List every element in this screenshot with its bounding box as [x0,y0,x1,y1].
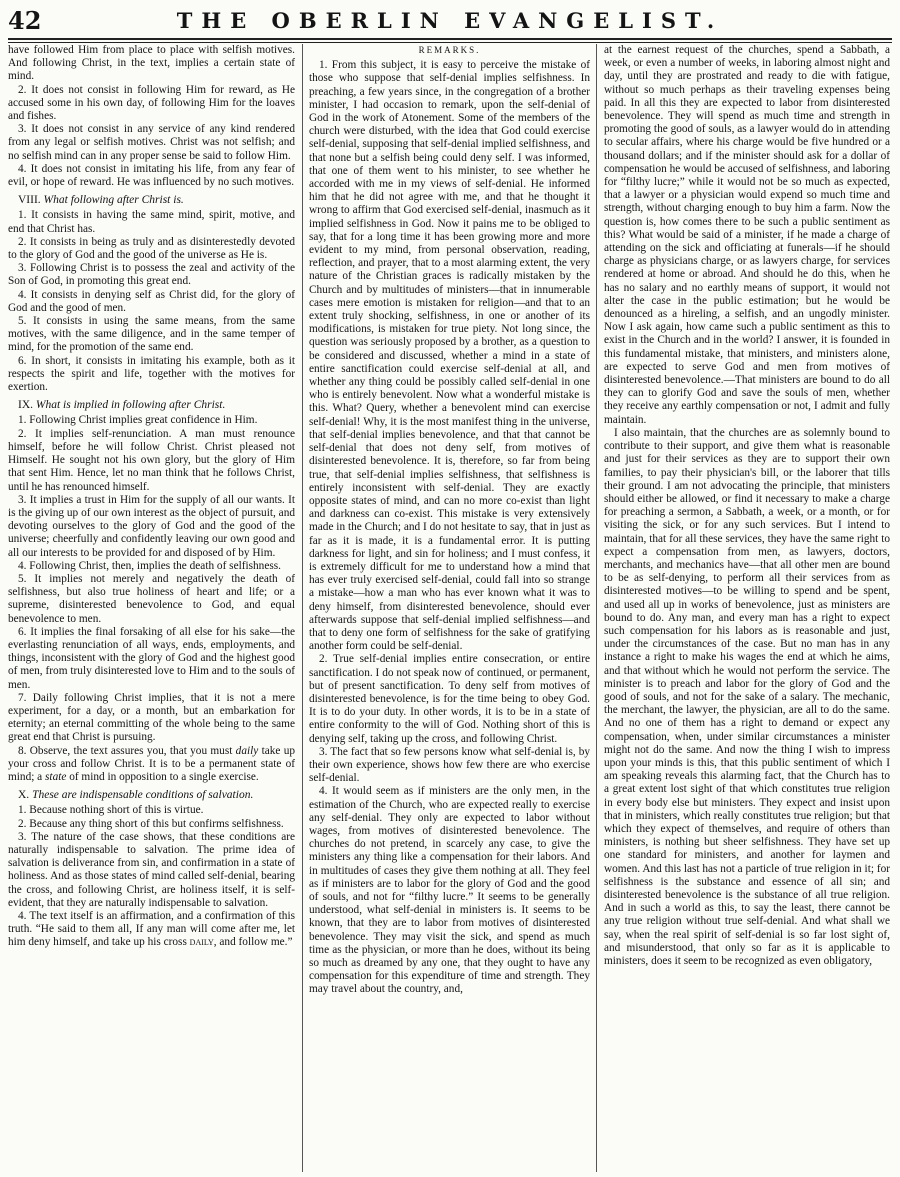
page-number: 42 [8,6,42,35]
paragraph: 1. From this subject, it is easy to perceive the mistake of those who suppose that self-denial implies selfishness. In preaching, a few years since, in the congregation of a brother minister, I had occasion to remark, upon the self-denial of God in the work of Atonement. Some of the members of the church were disturbed, with the idea that God could exercise self-denial, supposing that self-denial implied selfishness, and that none but a selfish being could deny self. I was informed, that one of them went to his minister, to see whether he accorded with me in my views of self-denial. He informed him that he did not agree with me, and that he thought it wrong to affirm that God exercised self-denial, inasmuch as it implied selfishness in God. Now it pains me to be obliged to say, that for a long time it has been growing more and more evident to my mind, from personal observation, reading, reflection, and prayer, that to a most alarming extent, the very nature of the Christian graces is radically mistaken by the Church and by multitudes of ministers—that in innumerable cases mere emotion is mistaken for religion—and that to an extent truly shocking, selfishness, in one or another of its modifications, is mistaken for true piety. Not long since, the question was seriously proposed by a brother, as a question to be considered and discussed, whether a mind in a state of entire sanctification could exercise self-denial at all, and whether any thing could be possibly called self-denial in one who is entirely benevolent. Now what a wonderful mistake is this. What? Query, whether a benevolent mind can exercise self-denial! Why, it is the most manifest thing in the universe, that self-denial implies benevolence, and that that cannot be self-denial that does not deny self, from motives of disinterested benevolence. It is, therefore, so far from being true, that self-denial implies selfishness, that selfishness is entirely inconsistent with self-denial. They are exactly opposite states of mind, and can no more co-exist than light and darkness can co-exist. This mistake is very extensively made in the Church; and I do not hesitate to say, that in just as far as it is made, it is a fundamental error. It is putting darkness for light, and sin for holiness; and I must confess, it is extremely difficult for me to understand how a mind that has ever truly exercised self-denial, could fall into so strange a mistake—how a man who has ever known what it was to deny himself, from disinterested benevolence, should ever afterwards suppose that self-denial implied selfishness—and that to deny one form of selfishness for the sake of gratifying another form could be self-denial. [309,59,590,653]
text-run: 8. Observe, the text assures you, that you must [18,744,236,757]
paragraph: 3. The fact that so few persons know what self-denial is, by their own experience, shows how few there are who exercise self-denial. [309,745,590,785]
section-number: X. [18,789,30,802]
text-run: , and follow me.” [213,936,293,949]
paragraph [8,745,295,785]
column-2 [302,44,596,1172]
text-run: 4. The text itself is an affirmation, and a confirmation of this truth. “He said to them all, If any man will come after me, let him deny himself, and take up his cross [8,910,295,949]
section-title: What is implied in following after Christ. [35,399,226,412]
paragraph: 4. Following Christ, then, implies the death of selfishness. [18,559,281,572]
section-title: These are indispensable conditions of salvation. [32,789,254,802]
italic-word: state [45,770,67,783]
paragraph: 1. It consists in having the same mind, spirit, motive, and end that Christ has. [8,209,295,235]
paragraph: 7. Daily following Christ implies, that it is not a mere experiment, for a day, or a month, but an embarkation for eternity; an eternal committing of the whole being to the same great end that Christ is pursuing. [8,691,295,744]
section-heading-x [8,789,295,802]
paragraph: 4. It would seem as if ministers are the only men, in the estimation of the Church, who are expected really to exercise any self-denial. They only are expected to labor without wages, from motives of disinterested benevolence. The churches do not pretend, in scarcely any case, to give the ministers any thing like a compensation for their labors. And in multitudes of cases they give them nothing at all. They feel as if ministers are to labor for the glory of God and the good of souls, and not for “filthy lucre.” It seems to be generally understood, what self-denial in ministers is. It seems to be known, that they are to labor from motives of disinterested benevolence. They may visit the sick, and spend as much time as the physician, or more than he does, without its being so much as dreamed by any one, that they ought to have any compensation for this expenditure of time and strength. They may travel about the country, and, [309,785,590,996]
paragraph: 2. It consists in being as truly and as disinterestedly devoted to the glory of God and the good of the universe as He is. [8,235,295,262]
paragraph: 1. Following Christ implies great confidence in Him. [18,414,258,427]
masthead [8,4,892,38]
paragraph: 5. It consists in using the same means, from the same motives, with the same diligence, and in the same temper of mind, for the promotion of the same end. [8,315,295,354]
remarks-heading: REMARKS. [418,45,481,55]
paragraph: 4. It consists in denying self as Christ did, for the glory of God and the good of men. [8,288,295,314]
paragraph: 2. It does not consist in following Him for reward, as He accused some in his own day, of following Him for the loaves and fishes. [8,83,295,123]
newspaper-title: THE OBERLIN EVANGELIST. [176,8,724,33]
section-number: IX. [18,399,34,412]
column-1 [8,44,302,1172]
paragraph: 2. It implies self-renunciation. A man must renounce himself, before he will follow Christ. Christ pleased not Himself. He sought not his own glory, but the glory of Him that sent Him. Hence, let no man think that he follows Christ, until he has renounced himself. [8,427,295,493]
paragraph: 1. Because nothing short of this is virtue. [18,804,204,817]
text-columns [8,44,892,1172]
paragraph: I also maintain, that the churches are as solemnly bound to contribute to their support, and give them what is reasonable and just for their services as they are to support their own families, to pay their physician's bill, or the laborer that tills their ground. I am not advocating the principle, that ministers should either be allowed, or find it necessary to make a charge for preaching a sermon, a Sabbath, a week, or a month, or for visiting the sick, or for any such services. But I intend to maintain, that for all these services, they have the same right to expect a compensation from men, as lawyers, doctors, merchants, and mechanics have—that all other men are bound to be as self-denying, to perform all their services from as disinterested motives—to be willing to spend and be spent, and used all up in works of benevolence, just as ministers are bound to do. Any man, and every man has a right to expect such compensation for his labors as is reasonable and just, under the circumstances of the case. But no man has in any instance a right to make his wages the end at which he aims, and that without which he would not perform the service. The minister is to preach and labor for the glory of God and the good of souls, and not for the sake of a salary. The mechanic, the merchant, the lawyer, the physician, are all to do the same. And no one of them has a right to demand or expect any compensation, when, under similar circumstances a minister might not do the same. And now the thing I wish to impress upon your minds is this, that this public sentiment of which I am speaking reveals this alarming fact, that the Church has to a great extent lost sight of that which constitutes true religion in every body else but ministers. They expect and insist upon that in ministers, which really constitutes true religion; but that which they expect of themselves, and require of others than ministers, is nothing but sheer selfishness. They have set up one standard for ministers, and another for laymen and women. And this last has not a particle of true religion in it; for selfishness is the substance and essence of all sin; and disinterested benevolence is the substance of all true religion. And in such a world as this, to say the least, there cannot be any true religion without true self-denial. And what shall we say, when the real spirit of self-denial is so far lost sight of, and misunderstood, that only so far as it is applicable to ministers, does it seem to be recognized as even obligatory, [604,426,890,968]
small-caps-word: daily [189,936,214,949]
section-number: VIII. [18,194,41,207]
paragraph: 3. It implies a trust in Him for the supply of all our wants. It is the giving up of our own interest as the object of pursuit, and devoting ourselves to the glory of God and the good of the universe; cheerfully and confidently leaving our own good and all our interests to be provided for and disposed of by Him. [8,493,295,559]
paragraph: 4. It does not consist in imitating his life, from any fear of evil, or hope of reward. He was influenced by no such motives. [8,162,295,189]
paragraph: 3. It does not consist in any service of any kind rendered from any legal or selfish motives. Christ was not selfish; and no selfish mind can in any proper sense be said to follow Him. [8,123,295,162]
paragraph: 2. True self-denial implies entire consecration, or entire sanctification. I do not speak now of continued, or permanent, but of present sanctification. To deny self from motives of disinterested benevolence, is for the time being to obey God. It is to do your duty. In other words, it is to be in a state of entire conformity to the will of God. Nothing short of this is denying self, taking up the cross, and following Christ. [309,653,590,745]
paragraph: 2. Because any thing short of this but confirms selfishness. [18,817,284,830]
paragraph: have followed Him from place to place with selfish motives. And following Christ, in the text, implies a certain state of mind. [8,44,295,83]
section-heading-ix [8,399,295,412]
header-rule [8,38,892,43]
paragraph: 5. It implies not merely and negatively the death of selfishness, but also true holiness of heart and life; or a supreme, disinterested benevolence to God, and equal benevolence to men. [8,572,295,625]
paragraph [8,910,295,950]
italic-word: daily [235,744,259,757]
section-heading-viii [8,194,295,207]
column-3 [596,44,890,1172]
paragraph: 6. It implies the final forsaking of all else for his sake—the everlasting renunciation of all ways, ends, employments, and things, inconsistent with the glory of God and the highest good of men, from truly disinterested love to Him and to the souls of men. [8,625,295,691]
section-title: What following after Christ is. [43,194,184,207]
paragraph: 3. Following Christ is to possess the zeal and activity of the Son of God, in promoting this great end. [8,262,295,288]
text-run: of mind in opposition to a single exercise. [66,770,259,783]
text-run: take up your cross and follow Christ. It is to be a permanent state of mind; a [8,744,295,783]
paragraph: 6. In short, it consists in imitating his example, both as it respects the spirit and life, together with the motives for exertion. [8,354,295,394]
paragraph: at the earnest request of the churches, spend a Sabbath, a week, or even a number of weeks, in laboring almost night and day, until they are prostrated and ready to die with fatigue, without so much perhaps as their traveling expenses being paid. In all this they are expected to labor from disinterested benevolence. They will spend as much time and strength in promoting the good of souls, as a lawyer would do in attending to secular affairs, where his charge would be five hundred or a thousand dollars; and if the minister should ask for a dollar of compensation he would be accused of selfishness, and laboring for “filthy lucre;” while it would not be so much as expected, that a lawyer or a physician would expend so much time and strength, without charging enough to buy him a farm. Now the question is, how comes there to be such a public sentiment as this? What would be said of a minister, if he made a charge of attending on the sick and officiating at funerals—if he should charge as physicians charge, or as lawyers charge, for services rendered at home or abroad. And should he do this, when he has no salary and no earthly means of support, it would not alter the case in the public estimation; but he would be denounced as a hireling, a selfish, and an ungodly minister. Now I ask again, how came such a public sentiment as this to exist in the Church and in the world? I answer, it is founded in this fundamental mistake, that ministers, and ministers alone, are expected to serve God and men from motives of disinterested benevolence.—That ministers are bound to do all they can to glorify God and save the souls of men, whether they receive any earthly compensation or not, I admit and fully maintain. [604,44,890,426]
paragraph: 3. The nature of the case shows, that these conditions are naturally indispensable to salvation. The prime idea of salvation is deliverance from sin, and confirmation in a state of holiness. And as those states of mind called self-denial, bearing the cross, and following Christ, are holiness itself, it is self-evident, that they are naturally indispensable to salvation. [8,830,295,909]
